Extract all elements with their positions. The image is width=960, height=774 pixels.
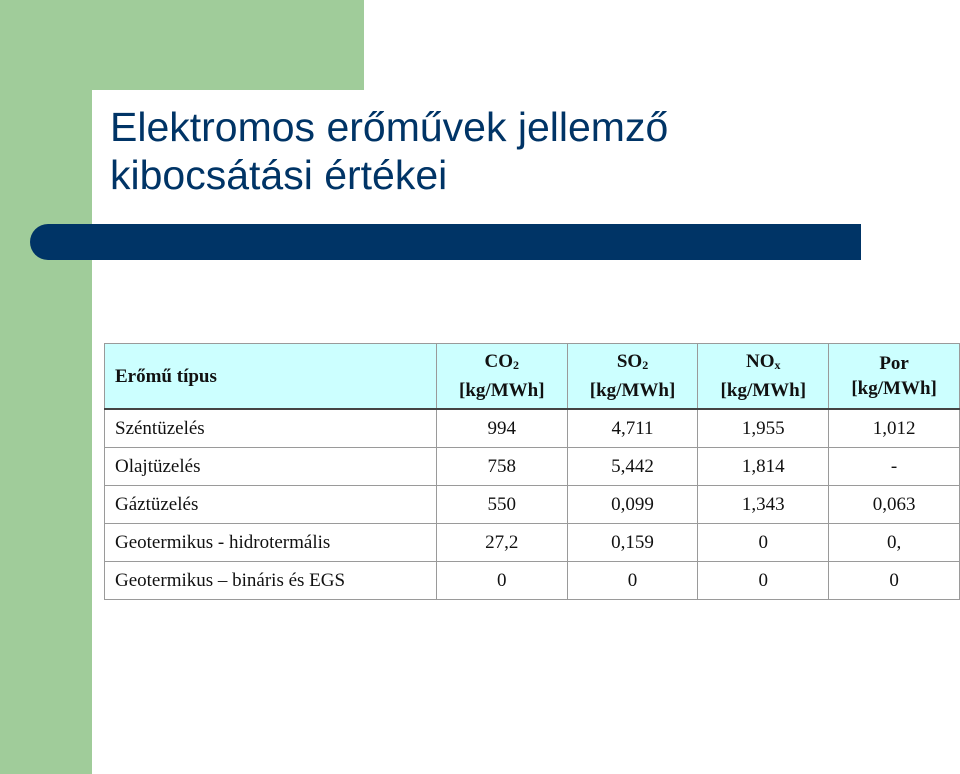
- cell-nox: 1,955: [698, 409, 829, 448]
- slide-title-line-2: kibocsátási értékei: [110, 152, 448, 198]
- table-row: [105, 486, 960, 524]
- table-row: [105, 562, 960, 600]
- table-row: [105, 524, 960, 562]
- cell-por: 0,063: [829, 486, 960, 524]
- header-por: Por [kg/MWh]: [829, 344, 960, 410]
- slide-title: [110, 103, 870, 199]
- header-plant-type: Erőmű típus: [105, 344, 437, 410]
- cell-type: Olajtüzelés: [105, 448, 437, 486]
- header-nox: $NO_x$ [kg/MWh]: [698, 344, 829, 410]
- cell-so2: 5,442: [567, 448, 698, 486]
- cell-por: 0,: [829, 524, 960, 562]
- cell-nox: 1,343: [698, 486, 829, 524]
- cell-type: Geotermikus – bináris és EGS: [105, 562, 437, 600]
- cell-nox: 1,814: [698, 448, 829, 486]
- left-green-band: [0, 0, 92, 774]
- cell-co2: 27,2: [436, 524, 567, 562]
- cell-por: -: [829, 448, 960, 486]
- header-co2: $CO_2$ [kg/MWh]: [436, 344, 567, 410]
- cell-type: Széntüzelés: [105, 409, 437, 448]
- cell-co2: 994: [436, 409, 567, 448]
- cell-so2: 0,159: [567, 524, 698, 562]
- emissions-table: [104, 343, 960, 600]
- cell-type: Gáztüzelés: [105, 486, 437, 524]
- cell-type: Geotermikus - hidrotermális: [105, 524, 437, 562]
- cell-so2: 0: [567, 562, 698, 600]
- header-so2: $SO_2$ [kg/MWh]: [567, 344, 698, 410]
- cell-so2: 4,711: [567, 409, 698, 448]
- cell-co2: 550: [436, 486, 567, 524]
- cell-co2: 0: [436, 562, 567, 600]
- table-row: [105, 409, 960, 448]
- title-underline-bar: [30, 224, 861, 260]
- table-header-row: [105, 344, 960, 410]
- cell-nox: 0: [698, 524, 829, 562]
- cell-por: 0: [829, 562, 960, 600]
- table-row: [105, 448, 960, 486]
- top-green-tab: [0, 0, 364, 90]
- cell-so2: 0,099: [567, 486, 698, 524]
- slide-title-line-1: Elektromos erőművek jellemző: [110, 104, 669, 150]
- cell-co2: 758: [436, 448, 567, 486]
- cell-nox: 0: [698, 562, 829, 600]
- cell-por: 1,012: [829, 409, 960, 448]
